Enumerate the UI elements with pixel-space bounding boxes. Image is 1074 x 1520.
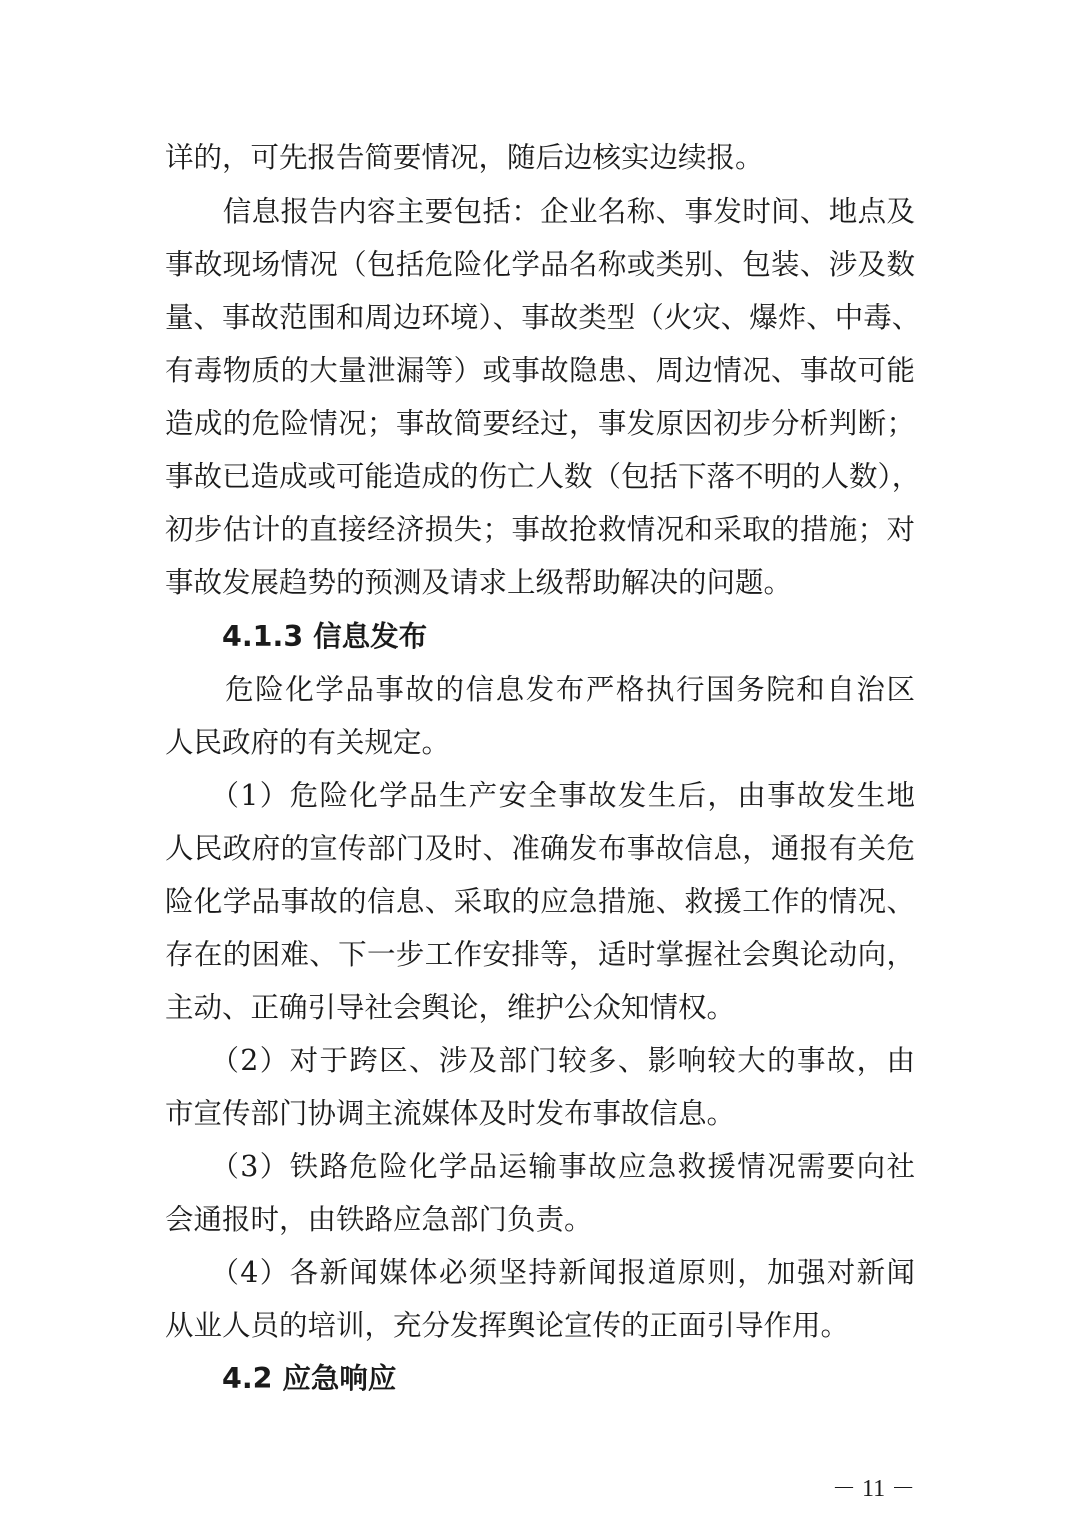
text-line: 事故现场情况（包括危险化学品名称或类别、包装、涉及数 <box>165 248 915 281</box>
text-line: 信息报告内容主要包括：企业名称、事发时间、地点及 <box>165 195 915 228</box>
text-line: 事故已造成或可能造成的伤亡人数（包括下落不明的人数）， <box>165 460 921 493</box>
text-line: 从业人员的培训，充分发挥舆论宣传的正面引导作用。 <box>165 1309 850 1342</box>
text-line: 初步估计的直接经济损失；事故抢救情况和采取的措施；对 <box>165 513 915 546</box>
text-line: 量、事故范围和周边环境）、事故类型（火灾、爆炸、中毒、 <box>165 301 921 334</box>
text-line: 险化学品事故的信息、采取的应急措施、救援工作的情况、 <box>165 885 915 918</box>
text-line: 存在的困难、下一步工作安排等，适时掌握社会舆论动向， <box>165 938 915 971</box>
text-line: 主动、正确引导社会舆论，维护公众知情权。 <box>165 991 736 1024</box>
text-line: （2）对于跨区、涉及部门较多、影响较大的事故，由 <box>165 1044 915 1077</box>
text-line: （4）各新闻媒体必须坚持新闻报道原则，加强对新闻 <box>165 1256 915 1289</box>
section-heading-4-2: 4.2 应急响应 <box>222 1362 397 1395</box>
section-heading-4-1-3: 4.1.3 信息发布 <box>222 620 428 653</box>
text-line: （3）铁路危险化学品运输事故应急救援情况需要向社 <box>165 1150 915 1183</box>
text-line: 详的，可先报告简要情况，随后边核实边续报。 <box>165 141 764 174</box>
page-number: － 11 － <box>832 1476 916 1502</box>
text-line: （1）危险化学品生产安全事故发生后，由事故发生地 <box>165 779 915 812</box>
text-line: 人民政府的宣传部门及时、准确发布事故信息，通报有关危 <box>165 832 915 865</box>
text-line: 人民政府的有关规定。 <box>165 726 451 759</box>
text-line: 会通报时，由铁路应急部门负责。 <box>165 1203 593 1236</box>
text-line: 有毒物质的大量泄漏等）或事故隐患、周边情况、事故可能 <box>165 354 915 387</box>
text-line: 造成的危险情况；事故简要经过，事发原因初步分析判断； <box>165 407 915 440</box>
text-line: 事故发展趋势的预测及请求上级帮助解决的问题。 <box>165 566 793 599</box>
text-line: 危险化学品事故的信息发布严格执行国务院和自治区 <box>165 673 915 706</box>
text-line: 市宣传部门协调主流媒体及时发布事故信息。 <box>165 1097 736 1130</box>
